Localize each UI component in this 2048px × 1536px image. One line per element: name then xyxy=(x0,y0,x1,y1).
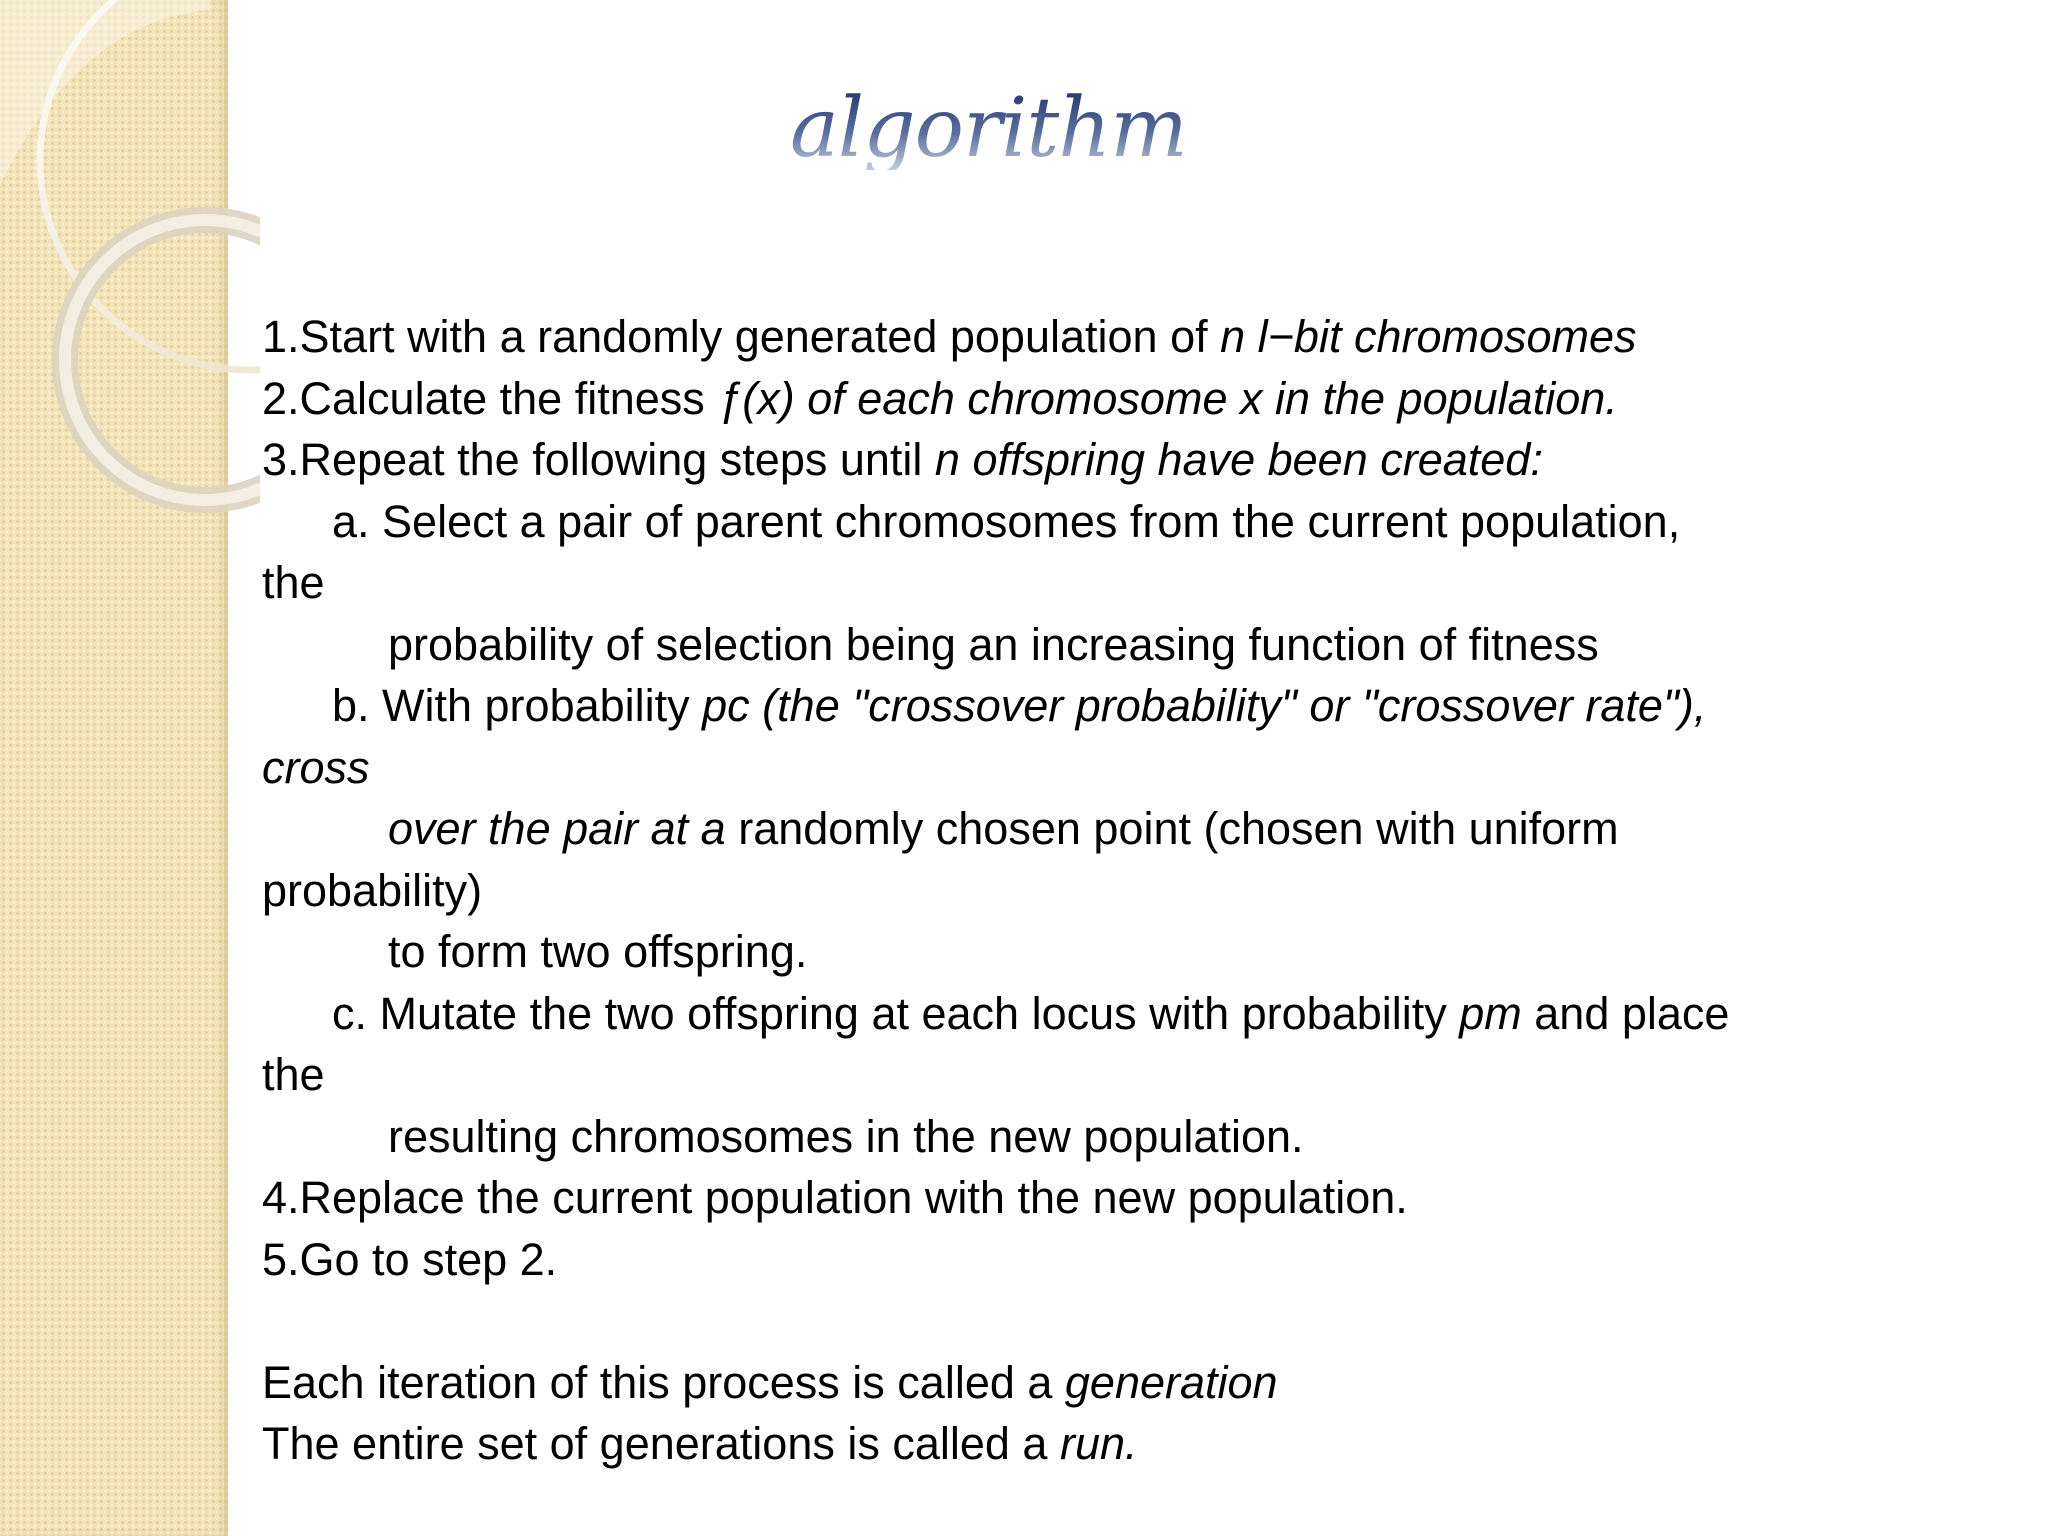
substep-c-cont: resulting chromosomes in the new population. xyxy=(388,1110,1304,1162)
substep-b-wrap: cross xyxy=(262,741,370,793)
spacer xyxy=(262,1290,1962,1352)
run-note: The entire set of generations is called a run. xyxy=(262,1418,1138,1469)
corner-panel xyxy=(0,0,210,185)
substep-a-wrap: the xyxy=(262,557,325,608)
step-5: 5.Go to step 2. xyxy=(262,1233,558,1285)
substep-a-cont: probability of selection being an increasing function of fitness xyxy=(388,618,1599,670)
substep-c: c. Mutate the two offspring at each locus with probability pm and place xyxy=(332,987,1730,1039)
algorithm-steps xyxy=(262,306,1962,1475)
substep-b-cont: over the pair at a randomly chosen point (chosen with uniform xyxy=(388,803,1619,854)
substep-b: b. With probability pc (the "crossover probability" or "crossover rate"), xyxy=(332,680,1707,731)
step-2: 2.Calculate the fitness ƒ(x) of each chromosome x in the population. xyxy=(262,372,1618,424)
decorative-rings xyxy=(0,0,260,520)
step-3: 3.Repeat the following steps until n offspring have been created: xyxy=(262,434,1543,485)
small-ring xyxy=(65,220,260,500)
substep-b-cont-2: to form two offspring. xyxy=(388,926,808,977)
slide-title: algorithm xyxy=(790,81,1187,176)
generation-note: Each iteration of this process is called a generation xyxy=(262,1356,1278,1408)
step-1: 1.Start with a randomly generated population of n l−bit chromosomes xyxy=(262,311,1637,362)
substep-b-wrap-2: probability) xyxy=(262,864,483,916)
substep-c-wrap: the xyxy=(262,1049,325,1100)
substep-a: a. Select a pair of parent chromosomes from the current population, xyxy=(332,495,1681,547)
step-4: 4.Replace the current population with the new population. xyxy=(262,1172,1408,1223)
